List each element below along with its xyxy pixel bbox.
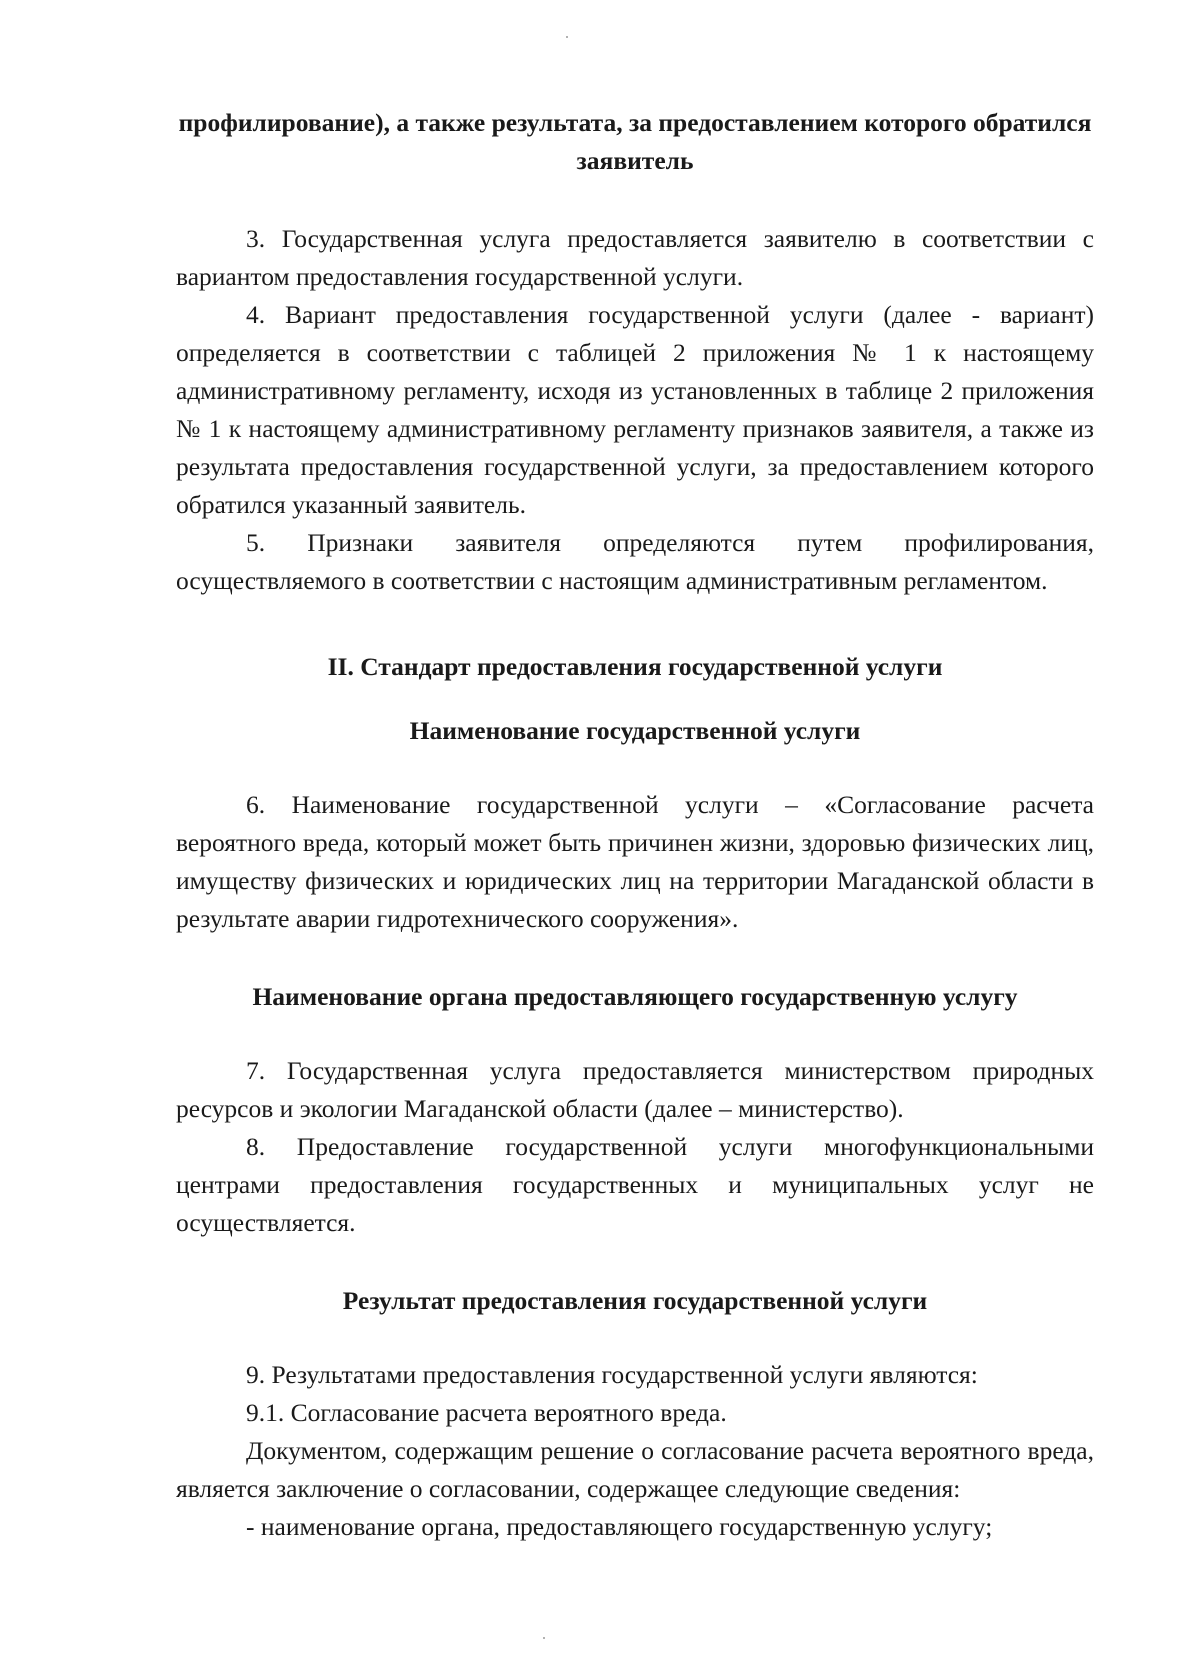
section-heading-standard: II. Стандарт предоставления государственной услуги — [327, 652, 943, 681]
paragraph-9-1: 9.1. Согласование расчета вероятного вреда. — [246, 1398, 727, 1427]
paragraph-8: 8. Предоставление государственной услуги многофункциональными центрами предоставления государственных и муниципальных услуг не осуществляется. — [176, 1132, 1094, 1237]
paragraph-3: 3. Государственная услуга предоставляется заявителю в соответствии с вариантом предоставления государственной услуги. — [176, 224, 1094, 291]
block-heading-profiling: профилирование), а также результата, за предоставлением которого обратился заявитель — [178, 108, 1092, 175]
paragraph-5: 5. Признаки заявителя определяются путем профилирования, осуществляемого в соответствии с настоящим административным регламентом. — [176, 528, 1094, 595]
paragraph-4: 4. Вариант предоставления государственной услуги (далее - вариант) определяется в соответствии с таблицей 2 приложения № 1 к настоящему административному регламенту, исходя из установленных в таблице 2 приложения № 1 к настоящему административному регламенту признаков заявителя, а также из результата предоставления государственной услуги, за предоставлением которого обратился указанный заявитель. — [176, 300, 1094, 519]
subheading-organ-name: Наименование органа предоставляющего государственную услугу — [252, 982, 1018, 1011]
document-body — [176, 104, 1094, 1546]
paragraph-6: 6. Наименование государственной услуги – «Согласование расчета вероятного вреда, который может быть причинен жизни, здоровью физических лиц, имуществу физических и юридических лиц на территории Магаданской области в результате аварии гидротехнического сооружения». — [176, 790, 1094, 933]
subheading-result: Результат предоставления государственной услуги — [342, 1286, 928, 1315]
paragraph-7: 7. Государственная услуга предоставляется министерством природных ресурсов и экологии Магаданской области (далее – министерство). — [176, 1056, 1094, 1123]
scan-speck-top — [566, 36, 568, 38]
paragraph-9: 9. Результатами предоставления государственной услуги являются: — [246, 1360, 978, 1389]
scan-speck-bottom — [543, 1637, 545, 1639]
subheading-service-name: Наименование государственной услуги — [409, 716, 861, 745]
list-item-organ-name: - наименование органа, предоставляющего государственную услугу; — [246, 1512, 993, 1541]
paragraph-document-content: Документом, содержащим решение о согласование расчета вероятного вреда, является заключение о согласовании, содержащее следующие сведения: — [176, 1436, 1094, 1503]
